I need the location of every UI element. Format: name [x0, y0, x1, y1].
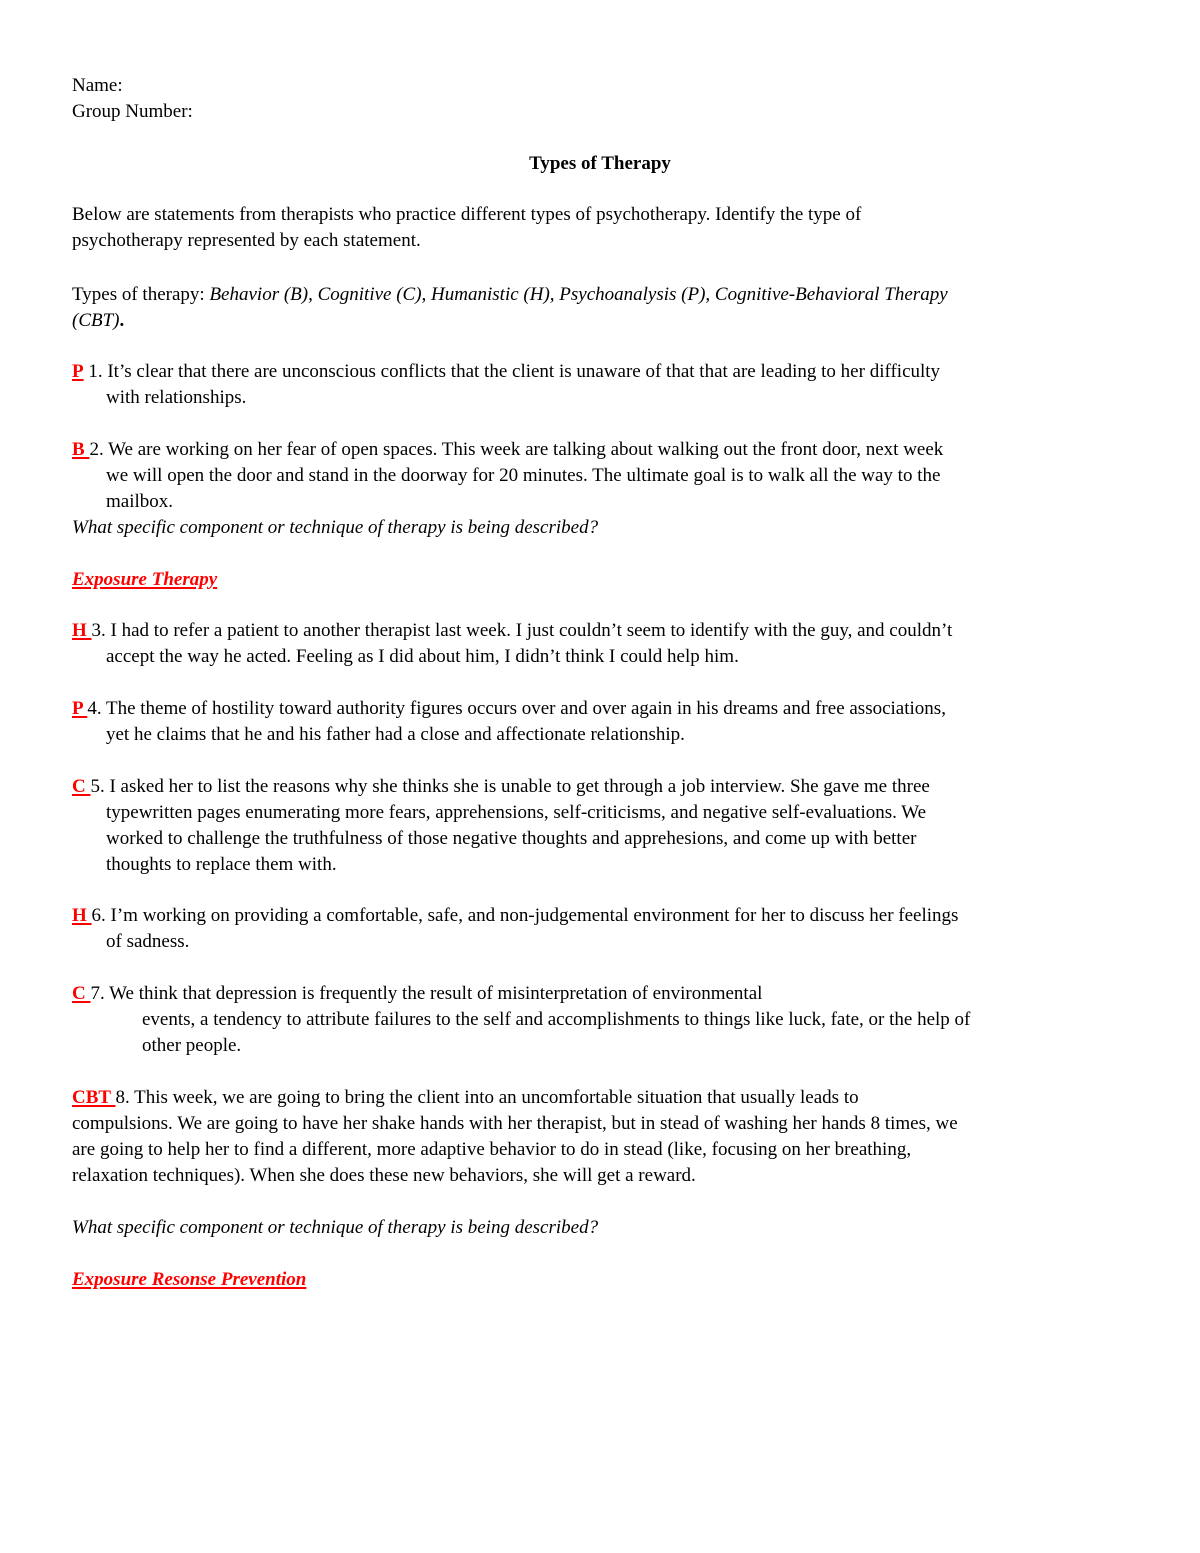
name-label: Name: [72, 75, 123, 96]
technique-answer-1: Exposure Therapy [72, 569, 218, 590]
statement-3 [72, 618, 952, 644]
statement-1-line-1: 1. It’s clear that there are unconscious conflicts that the client is unaware of that that are leading to her difficulty [83, 361, 941, 382]
therapy-types-line-1 [72, 282, 948, 308]
statement-5-line-1: 5. I asked her to list the reasons why she thinks she is unable to get through a job interview. She gave me three [90, 776, 930, 797]
statement-1-line-2: with relationships. [106, 387, 247, 408]
answer-4: P [72, 698, 88, 719]
intro-line-2: psychotherapy represented by each statement. [72, 230, 421, 251]
group-number-label: Group Number: [72, 101, 193, 122]
answer-7: C [72, 983, 91, 1004]
therapy-types-line-2 [72, 308, 124, 334]
statement-7 [72, 981, 762, 1007]
statement-3-line-2: accept the way he acted. Feeling as I did about him, I didn’t think I could help him. [106, 646, 739, 667]
statement-2 [72, 437, 943, 463]
intro-line-1: Below are statements from therapists who practice different types of psychotherapy. Identify the type of [72, 204, 862, 225]
statement-5-line-4: thoughts to replace them with. [106, 854, 337, 875]
technique-question-1: What specific component or technique of therapy is being described? [72, 517, 599, 538]
answer-8: CBT [72, 1087, 116, 1108]
statement-8-line-4: relaxation techniques). When she does these new behaviors, she will get a reward. [72, 1165, 696, 1186]
statement-4-line-1: 4. The theme of hostility toward authority figures occurs over and over again in his dreams and free associations, [87, 698, 946, 719]
answer-2: B [72, 439, 90, 460]
answer-6: H [72, 905, 92, 926]
statement-5-line-3: worked to challenge the truthfulness of those negative thoughts and apprehesions, and come up with better [106, 828, 917, 849]
statement-4-line-2: yet he claims that he and his father had a close and affectionate relationship. [106, 724, 685, 745]
statement-7-line-3: other people. [142, 1035, 242, 1056]
statement-6 [72, 903, 958, 929]
therapy-types-period: . [119, 310, 125, 331]
therapy-types-list-cont: (CBT) [72, 310, 120, 331]
statement-2-line-3: mailbox. [106, 491, 174, 512]
statement-6-line-1: 6. I’m working on providing a comfortable, safe, and non-judgemental environment for her to discuss her feelings [91, 905, 959, 926]
answer-3: H [72, 620, 92, 641]
statement-2-line-2: we will open the door and stand in the doorway for 20 minutes. The ultimate goal is to walk all the way to the [106, 465, 941, 486]
statement-1 [72, 359, 940, 385]
answer-1: P [72, 361, 84, 382]
statement-7-line-2: events, a tendency to attribute failures to the self and accomplishments to things like luck, fate, or the help of [142, 1009, 971, 1030]
statement-5-line-2: typewritten pages enumerating more fears, apprehensions, self-criticisms, and negative self-evaluations. We [106, 802, 927, 823]
statement-7-line-1: 7. We think that depression is frequently the result of misinterpretation of environmental [90, 983, 763, 1004]
statement-2-line-1: 2. We are working on her fear of open spaces. This week are talking about walking out the front door, next week [89, 439, 944, 460]
statement-6-line-2: of sadness. [106, 931, 190, 952]
technique-question-2: What specific component or technique of therapy is being described? [72, 1217, 599, 1238]
page-title: Types of Therapy [529, 153, 671, 174]
technique-answer-2: Exposure Resonse Prevention [72, 1269, 307, 1290]
statement-8-line-3: are going to help her to find a different, more adaptive behavior to do in stead (like, focusing on her breathing, [72, 1139, 912, 1160]
statement-3-line-1: 3. I had to refer a patient to another therapist last week. I just couldn’t seem to identify with the guy, and couldn’t [91, 620, 953, 641]
therapy-types-list: Behavior (B), Cognitive (C), Humanistic (H), Psychoanalysis (P), Cognitive-Behavioral Therapy [209, 284, 948, 305]
statement-4 [72, 696, 946, 722]
statement-8-line-2: compulsions. We are going to have her shake hands with her therapist, but in stead of washing her hands 8 times, we [72, 1113, 958, 1134]
statement-8 [72, 1085, 859, 1111]
statement-8-line-1: 8. This week, we are going to bring the client into an uncomfortable situation that usually leads to [115, 1087, 859, 1108]
answer-5: C [72, 776, 91, 797]
statement-5 [72, 774, 930, 800]
therapy-types-prefix: Types of therapy: [72, 284, 210, 305]
